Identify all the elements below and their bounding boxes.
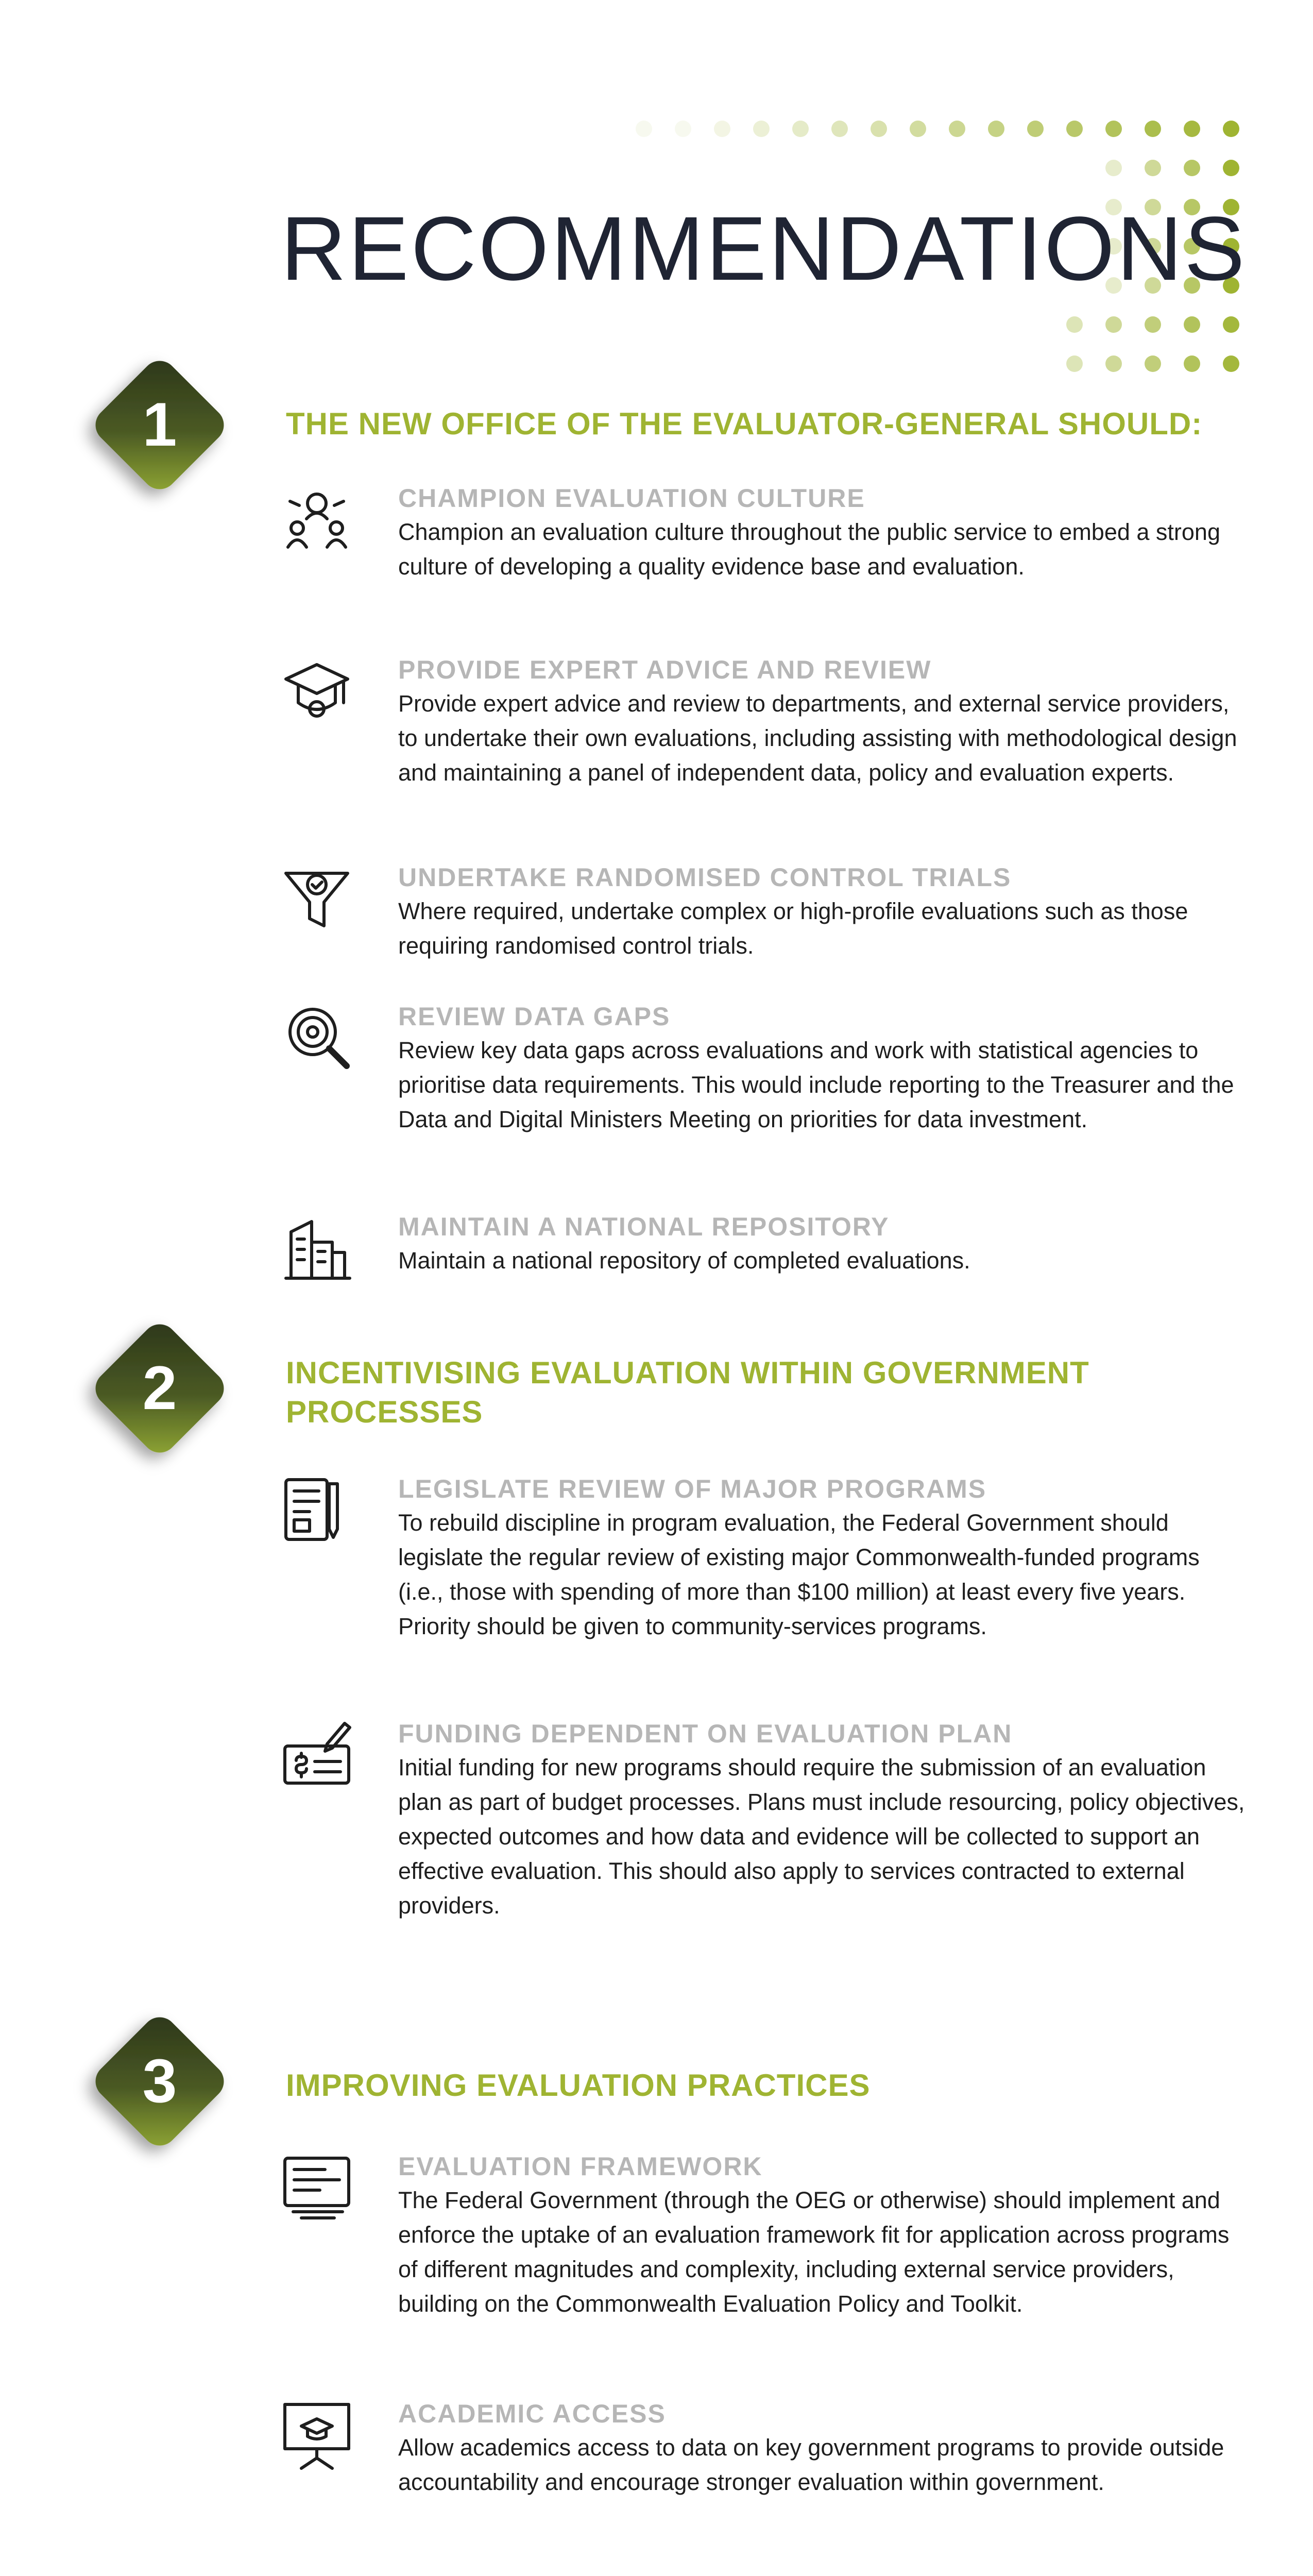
item-title: PROVIDE EXPERT ADVICE AND REVIEW <box>398 655 932 684</box>
document-pencil-icon <box>281 1473 353 1546</box>
item-title: LEGISLATE REVIEW OF MAJOR PROGRAMS <box>398 1475 987 1503</box>
item-body: Maintain a national repository of completed evaluations. <box>398 1247 970 1274</box>
section-title: IMPROVING EVALUATION PRACTICES <box>286 2068 871 2103</box>
magnifier-target-icon <box>281 1001 353 1073</box>
item-title: MAINTAIN A NATIONAL REPOSITORY <box>398 1212 890 1241</box>
item-body: Initial funding for new programs should require the submission of an evaluation plan as part of budget processes. Plans must include resourcing, policy objectives, expected outcomes and how data and evidence will be collected to support an effective evaluation. This should also apply to services contracted to external providers. <box>398 1754 1245 1919</box>
funnel-check-icon-graphic <box>281 862 353 934</box>
item-title: REVIEW DATA GAPS <box>398 1002 671 1031</box>
section-number-badge <box>72 343 247 518</box>
framework-stack-icon <box>281 2151 353 2223</box>
section-number: 2 <box>142 1353 177 1422</box>
framework-stack-icon-graphic <box>281 2151 353 2223</box>
diamond-badge-graphic <box>72 343 247 518</box>
section-number-badge <box>72 1306 247 1481</box>
section-title: INCENTIVISING EVALUATION WITHIN GOVERNMENT PROCESSES <box>286 1355 1089 1429</box>
diamond-badge-graphic <box>72 1306 247 1481</box>
item-body: Champion an evaluation culture throughout the public service to embed a strong culture of developing a quality evidence base and evaluation. <box>398 519 1220 580</box>
funnel-check-icon <box>281 862 353 934</box>
item-body: Allow academics access to data on key government programs to provide outside accountability and encourage stronger evaluation within government. <box>398 2434 1224 2495</box>
item-body: Review key data gaps across evaluations and work with statistical agencies to prioritise data requirements. This would include reporting to the Treasurer and the Data and Digital Ministers Meeting on priorities for data investment. <box>398 1037 1234 1132</box>
cheque-icon <box>281 1718 353 1790</box>
people-network-icon <box>281 483 353 555</box>
item-body: The Federal Government (through the OEG or otherwise) should implement and enforce the uptake of an evaluation framework fit for application across programs of different magnitudes and complexity, including external service providers, building on the Commonwealth Evaluation Policy and Toolkit. <box>398 2187 1230 2317</box>
item-title: EVALUATION FRAMEWORK <box>398 2152 763 2181</box>
presentation-board-icon-graphic <box>281 2398 353 2470</box>
graduation-cap-icon-graphic <box>281 654 353 726</box>
page-title: RECOMMENDATIONS <box>281 198 1247 299</box>
item-body: Where required, undertake complex or high-profile evaluations such as those requiring randomised control trials. <box>398 898 1188 959</box>
item-title: FUNDING DEPENDENT ON EVALUATION PLAN <box>398 1719 1013 1748</box>
item-body: Provide expert advice and review to departments, and external service providers, to undertake their own evaluations, including assisting with methodological design and maintaining a panel of independent data, policy and evaluation experts. <box>398 690 1237 786</box>
section-number-badge <box>72 1999 247 2174</box>
magnifier-target-icon-graphic <box>281 1001 353 1073</box>
section-number: 3 <box>142 2046 177 2115</box>
item-title: CHAMPION EVALUATION CULTURE <box>398 484 865 513</box>
graduation-cap-icon <box>281 654 353 726</box>
section-title: THE NEW OFFICE OF THE EVALUATOR-GENERAL SHOULD: <box>286 406 1203 441</box>
buildings-icon <box>281 1211 353 1283</box>
section-number: 1 <box>142 390 177 459</box>
presentation-board-icon <box>281 2398 353 2470</box>
item-body: To rebuild discipline in program evaluation, the Federal Government should legislate the regular review of existing major Commonwealth-funded programs (i.e., those with spending of more than $100 million) at least every five years. Priority should be given to community-services programs. <box>398 1510 1200 1639</box>
item-title: ACADEMIC ACCESS <box>398 2399 666 2428</box>
cheque-icon-graphic <box>281 1718 353 1790</box>
decorative-dot-pattern <box>0 0 1313 392</box>
diamond-badge-graphic <box>72 1999 247 2174</box>
people-network-icon-graphic <box>281 483 353 555</box>
document-pencil-icon-graphic <box>281 1473 353 1546</box>
buildings-icon-graphic <box>281 1211 353 1283</box>
item-title: UNDERTAKE RANDOMISED CONTROL TRIALS <box>398 863 1012 892</box>
